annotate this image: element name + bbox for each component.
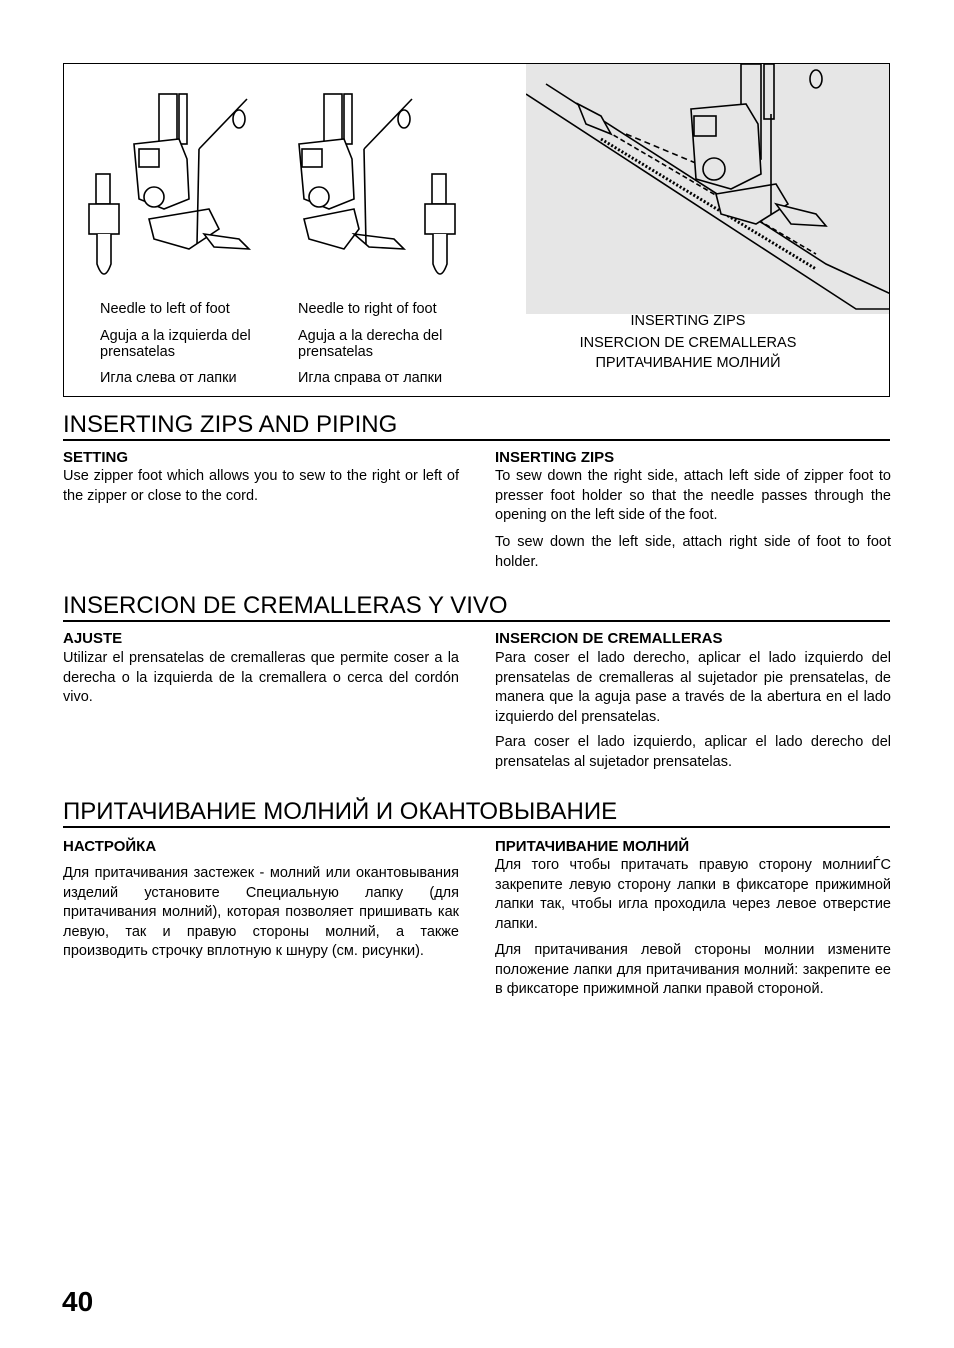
needle-left-illustration <box>69 89 259 299</box>
inserting-zips-illustration <box>526 64 890 314</box>
caption-needle-right-es: Aguja a la derecha del prensatelas <box>298 328 443 360</box>
caption-needle-left-es: Aguja a la izquierda del prensatelas <box>100 328 251 360</box>
caption-zips-ru: ПРИТАЧИВАНИЕ МОЛНИЙ <box>595 355 781 371</box>
section-title-es: INSERCION DE CREMALLERAS Y VIVO <box>63 592 890 622</box>
heading-setting: SETTING <box>63 449 129 466</box>
caption-needle-left-en: Needle to left of foot <box>100 301 230 317</box>
para-setting: Use zipper foot which allows you to sew to the right or left of the zipper or close to the cord. <box>63 468 459 504</box>
para-pritachivanie-2: Для притачивания левой стороны молнии измените положение лапки для притачивания молний: закрепите ее в фиксаторе прижимной лапки правой стороной. <box>495 942 891 997</box>
heading-insercion: INSERCION DE CREMALLERAS <box>495 630 723 647</box>
para-nastroyka: Для притачивания застежек - молний или окантовывания изделий установите Специальную лапку (для притачивания молний), которая позволяет пришивать как левую, так и правую стороны молний, а также производить строчку вплотную к шнуру (см. рисунки). <box>63 865 459 959</box>
page-number: 40 <box>62 1286 94 1317</box>
figure-panel <box>63 63 890 397</box>
heading-nastroyka: НАСТРОЙКА <box>63 838 157 855</box>
para-inserting-zips-2: To sew down the left side, attach right side of foot to foot holder. <box>495 534 891 570</box>
caption-zips-en: INSERTING ZIPS <box>630 313 746 329</box>
para-pritachivanie-1: Для того чтобы притачать правую сторону молнииЃС закрепите левую сторону лапки в фиксаторе прижимной лапки так, чтобы игла проходила через левое отверстие лапки. <box>495 857 891 932</box>
caption-zips-es: INSERCION DE CREMALLERAS <box>579 335 797 351</box>
caption-needle-right-en: Needle to right of foot <box>298 301 437 317</box>
section-title-ru: ПРИТАЧИВАНИЕ МОЛНИЙ И ОКАНТОВЫВАНИЕ <box>63 798 890 828</box>
heading-pritachivanie: ПРИТАЧИВАНИЕ МОЛНИЙ <box>495 838 690 855</box>
needle-right-illustration <box>284 89 474 299</box>
para-insercion-2: Para coser el lado izquierdo, aplicar el lado derecho del prensatelas al sujetador prensatelas. <box>495 734 891 770</box>
heading-inserting-zips: INSERTING ZIPS <box>495 449 615 466</box>
section-title-en: INSERTING ZIPS AND PIPING <box>63 411 890 441</box>
caption-needle-left-ru: Игла слева от лапки <box>100 370 237 386</box>
para-inserting-zips-1: To sew down the right side, attach left side of zipper foot to presser foot holder so that the needle passes through the opening on the left side of the foot. <box>495 468 891 523</box>
caption-needle-right-ru: Игла справа от лапки <box>298 370 443 386</box>
para-insercion-1: Para coser el lado derecho, aplicar el lado izquierdo del prensatelas de cremalleras al sujetador pie prensatelas, de manera que la aguja pase a través de la abertura en el lado izquierdo del prensatelas. <box>495 650 891 725</box>
heading-ajuste: AJUSTE <box>63 630 123 647</box>
para-ajuste: Utilizar el prensatelas de cremalleras que permite coser a la derecha o la izquierda de la cremallera o cerca del cordón vivo. <box>63 650 459 705</box>
